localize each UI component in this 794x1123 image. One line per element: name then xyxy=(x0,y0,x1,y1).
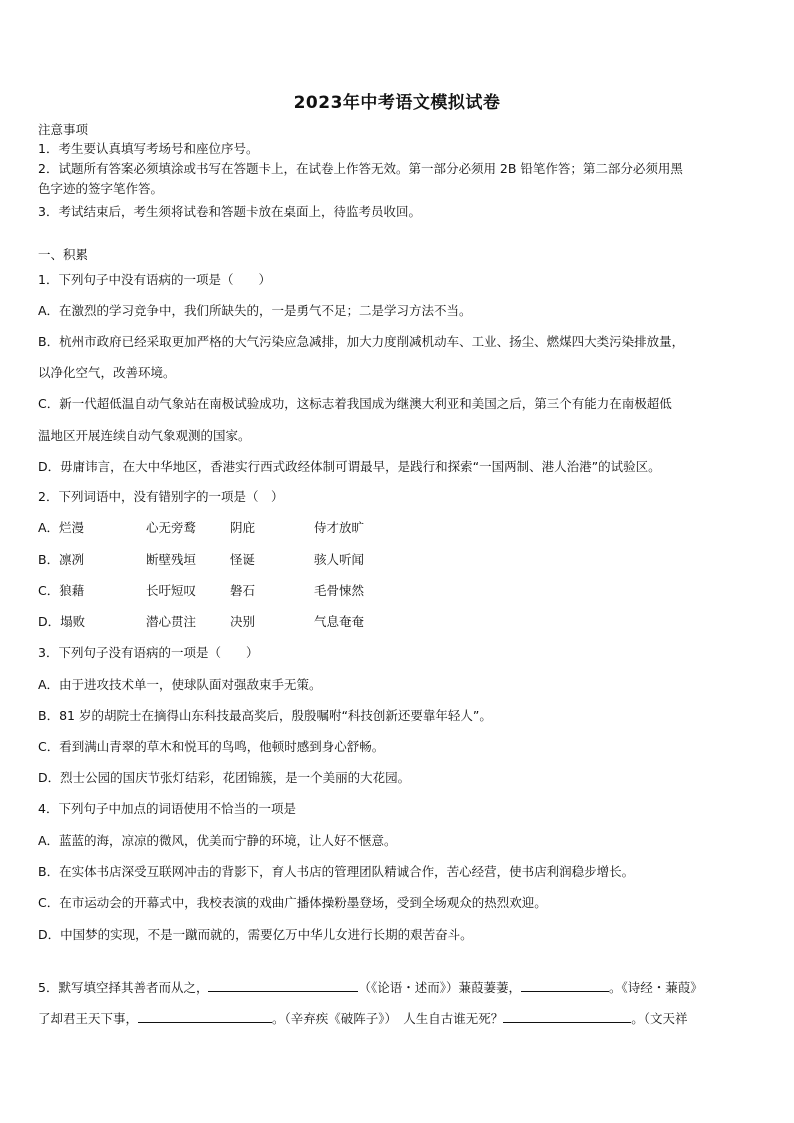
option-word: 毛骨悚然 xyxy=(314,583,365,598)
answer-blank[interactable] xyxy=(521,977,609,992)
answer-blank[interactable] xyxy=(138,1008,272,1023)
option-word: 长吁短叹 xyxy=(146,583,197,598)
question-1-option-a: A．在激烈的学习竞争中，我们所缺失的，一是勇气不足；二是学习方法不当。 xyxy=(38,303,472,318)
option-word: C．狼藉 xyxy=(38,583,85,598)
question-1-option-c: C．新一代超低温自动气象站在南极试验成功，这标志着我国成为继澳大利亚和美国之后，第三个有能力在南极超低 xyxy=(38,396,672,411)
question-3-option-d: D．烈士公园的国庆节张灯结彩，花团锦簇，是一个美丽的大花园。 xyxy=(38,770,411,785)
option-word: 磐石 xyxy=(230,583,256,598)
option-word: 心无旁鹜 xyxy=(146,520,197,535)
option-word: 阴庇 xyxy=(230,520,256,535)
question-5-text: 。《诗经・蒹葭》 xyxy=(608,980,703,995)
exam-title: 2023年中考语文模拟试卷 xyxy=(293,93,501,113)
question-5-text: 5．默写填空择其善者而从之， xyxy=(38,980,209,995)
question-5-text: 。（辛弃疾《破阵子》） 人生自古谁无死？ xyxy=(272,1011,504,1026)
question-5-text: 。（文天祥 xyxy=(631,1011,688,1026)
option-word: 侍才放旷 xyxy=(314,520,365,535)
option-word: 怪诞 xyxy=(230,552,256,567)
question-4-option-c: C．在市运动会的开幕式中，我校表演的戏曲广播体操粉墨登场，受到全场观众的热烈欢迎。 xyxy=(38,895,547,910)
question-3-option-a: A．由于进攻技术单一，使球队面对强敌束手无策。 xyxy=(38,677,322,692)
question-1-stem: 1．下列句子中没有语病的一项是（ ） xyxy=(38,272,271,287)
question-2-stem: 2．下列词语中，没有错别字的一项是（ ） xyxy=(38,489,284,504)
question-3-stem: 3．下列句子没有语病的一项是（ ） xyxy=(38,645,259,660)
notice-item: 1．考生要认真填写考场号和座位序号。 xyxy=(38,141,259,156)
option-word: 断壁残垣 xyxy=(146,552,197,567)
notice-item: 2．试题所有答案必须填涂或书写在答题卡上，在试卷上作答无效。第一部分必须用 2B 铅笔作答；第二部分必须用黑 xyxy=(38,161,683,176)
answer-blank[interactable] xyxy=(503,1008,631,1023)
question-1-option-c-cont: 温地区开展连续自动气象观测的国家。 xyxy=(38,428,251,443)
option-word: 决别 xyxy=(230,614,256,629)
question-1-option-b-cont: 以净化空气，改善环境。 xyxy=(38,365,176,380)
question-4-option-a: A．蓝蓝的海，凉凉的微风，优美而宁静的环境，让人好不惬意。 xyxy=(38,833,397,848)
question-3-option-b: B．81 岁的胡院士在摘得山东科技最高奖后，殷殷嘱咐“科技创新还要靠年轻人”。 xyxy=(38,708,492,723)
answer-blank[interactable] xyxy=(208,977,358,992)
option-word: 骇人听闻 xyxy=(314,552,365,567)
option-word: 潜心贯注 xyxy=(146,614,197,629)
question-5-text: （《论语・述而》）蒹葭萋萋， xyxy=(358,980,521,995)
question-5-line-1 xyxy=(38,977,756,997)
option-word: D．塌败 xyxy=(38,614,86,629)
section-heading: 一、积累 xyxy=(38,247,89,262)
notice-item: 3．考试结束后，考生须将试卷和答题卡放在桌面上，待监考员收回。 xyxy=(38,204,421,219)
question-5-line-2 xyxy=(38,1008,756,1028)
option-word: A．烂漫 xyxy=(38,520,85,535)
notice-heading: 注意事项 xyxy=(38,122,89,137)
question-4-stem: 4．下列句子中加点的词语使用不恰当的一项是 xyxy=(38,801,296,816)
question-5-text: 了却君王天下事， xyxy=(38,1011,139,1026)
question-4-option-d: D．中国梦的实现，不是一蹴而就的，需要亿万中华儿女进行长期的艰苦奋斗。 xyxy=(38,927,473,942)
notice-item: 色字迹的签字笔作答。 xyxy=(38,181,164,196)
question-1-option-b: B．杭州市政府已经采取更加严格的大气污染应急减排，加大力度削减机动车、工业、扬尘、燃煤四大类污染排放量， xyxy=(38,334,685,349)
question-4-option-b: B．在实体书店深受互联网冲击的背影下，育人书店的管理团队精诚合作，苦心经营，使书店利润稳步增长。 xyxy=(38,864,635,879)
option-word: 气息奄奄 xyxy=(314,614,365,629)
question-1-option-d: D．毋庸讳言，在大中华地区，香港实行西式政经体制可谓最早，是践行和探索“一国两制、港人治港”的试验区。 xyxy=(38,459,661,474)
question-3-option-c: C．看到满山青翠的草木和悦耳的鸟鸣，他顿时感到身心舒畅。 xyxy=(38,739,385,754)
option-word: B．凛冽 xyxy=(38,552,85,567)
